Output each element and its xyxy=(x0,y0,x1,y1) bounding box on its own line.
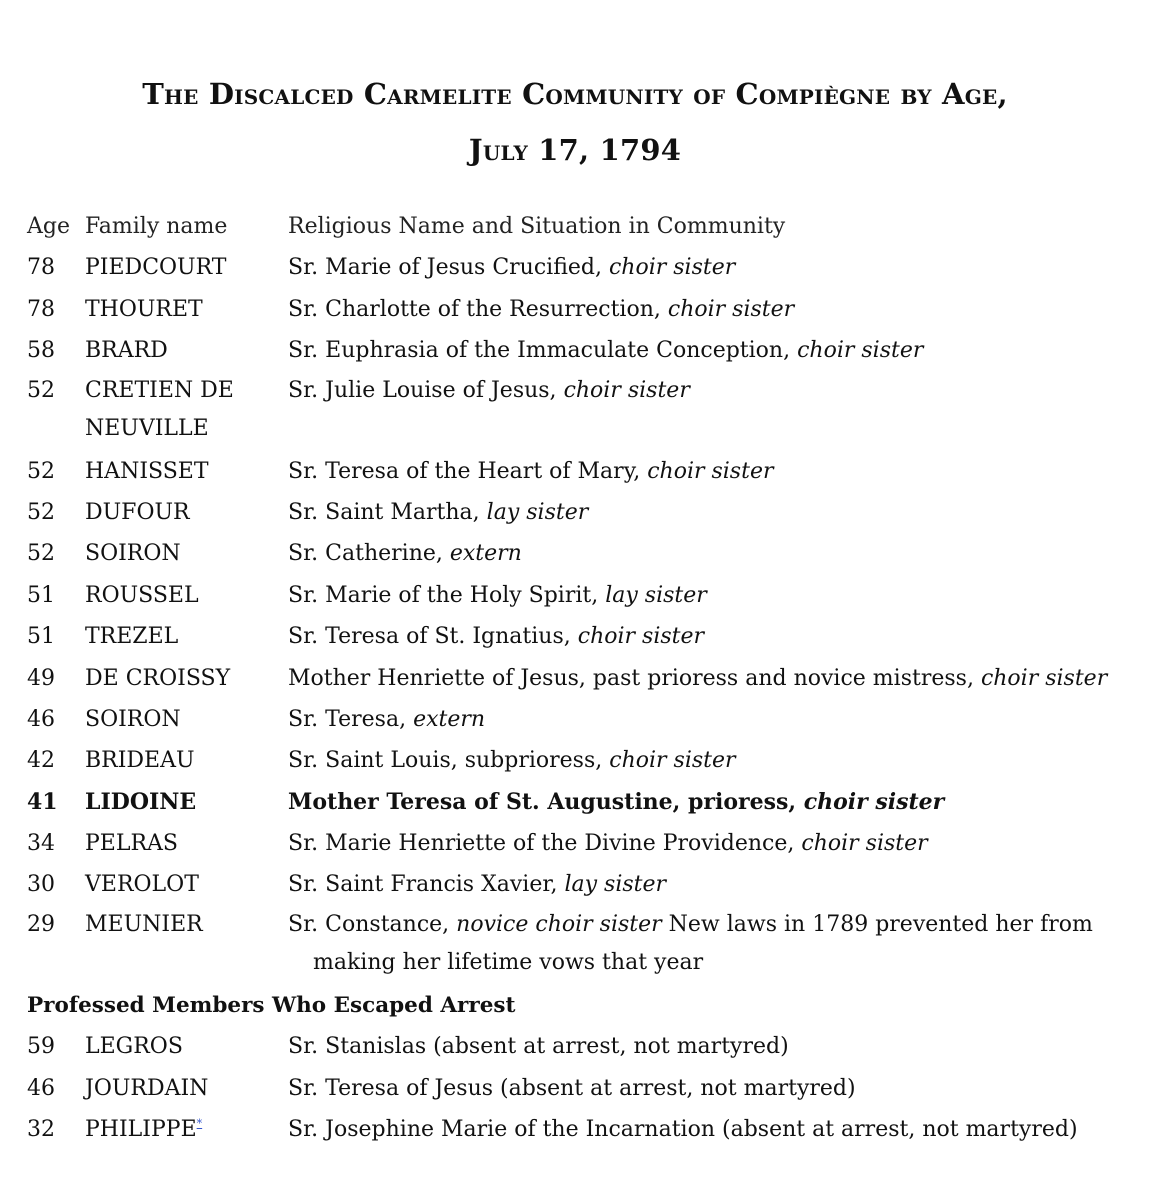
age-cell: 78 xyxy=(27,255,55,281)
religious-name: Sr. Marie Henriette of the Divine Providence, xyxy=(288,831,795,857)
table-row xyxy=(27,289,1137,330)
escaped-section-heading: Professed Members Who Escaped Arrest xyxy=(27,992,516,1018)
religious-name: Sr. Charlotte of the Resurrection, xyxy=(288,296,661,322)
age-cell: 42 xyxy=(27,748,55,774)
family-name: PHILIPPE xyxy=(85,1117,197,1143)
family-name-cell: PELRAS xyxy=(85,831,178,857)
community-role: lay sister xyxy=(486,499,589,525)
table-row xyxy=(27,1026,1137,1067)
table-row-prioress xyxy=(27,782,1137,823)
community-role: novice choir sister xyxy=(456,911,662,937)
age-cell: 49 xyxy=(27,665,55,691)
age-cell: 51 xyxy=(27,582,55,608)
table-row xyxy=(27,533,1137,574)
age-cell: 52 xyxy=(27,499,55,525)
religious-name-cell xyxy=(288,247,1148,288)
age-cell: 32 xyxy=(27,1117,55,1143)
religious-name: Sr. Catherine, xyxy=(288,541,443,567)
table-row xyxy=(27,658,1137,699)
family-name-line-1: CRETIEN DE xyxy=(85,377,234,403)
religious-name: Sr. Saint Louis, subprioress, xyxy=(288,748,603,774)
religious-name: Sr. Saint Francis Xavier, xyxy=(288,872,558,898)
table-row xyxy=(27,1109,1137,1150)
family-name-cell: DUFOUR xyxy=(85,499,190,525)
age-cell: 58 xyxy=(27,338,55,364)
family-name-cell: THOURET xyxy=(85,296,203,322)
religious-name-cell xyxy=(288,616,1148,657)
age-cell: 46 xyxy=(27,706,55,732)
religious-name-cell xyxy=(288,658,1148,699)
table-header-row xyxy=(27,206,1137,247)
title-line-1: The Discalced Carmelite Community of Compiègne by Age, xyxy=(142,77,1008,111)
table-row xyxy=(27,864,1137,905)
religious-name: Sr. Teresa of St. Ignatius, xyxy=(288,624,571,650)
religious-name-cell xyxy=(288,575,1148,616)
community-role: choir sister xyxy=(980,665,1108,691)
header-age: Age xyxy=(27,214,70,239)
table-row xyxy=(27,372,1137,451)
religious-name: Sr. Teresa, xyxy=(288,706,407,732)
religious-name-cell: Sr. Stanislas (absent at arrest, not martyred) xyxy=(288,1034,789,1060)
family-name-cell: JOURDAIN xyxy=(85,1075,209,1101)
community-role: extern xyxy=(449,541,522,567)
family-name-cell: TREZEL xyxy=(85,624,179,650)
footnote-link[interactable]: * xyxy=(196,1117,203,1131)
religious-name-cell xyxy=(288,740,1148,781)
header-religious-name: Religious Name and Situation in Community xyxy=(288,214,786,239)
religious-name-cell xyxy=(288,451,1148,492)
family-name-cell: LIDOINE xyxy=(85,788,197,815)
table-row xyxy=(27,699,1137,740)
note-line-2: making her lifetime vows that year xyxy=(313,949,704,975)
community-role: choir sister xyxy=(608,255,736,281)
religious-name-cell: Sr. Josephine Marie of the Incarnation (absent at arrest, not martyred) xyxy=(288,1117,1078,1143)
family-name-cell: VEROLOT xyxy=(85,872,199,898)
family-name-cell: PIEDCOURT xyxy=(85,255,227,281)
family-name-cell: MEUNIER xyxy=(85,911,203,937)
religious-name: Mother Henriette of Jesus, past prioress and novice mistress, xyxy=(288,665,974,691)
age-cell: 52 xyxy=(27,541,55,567)
family-name-cell xyxy=(85,1109,275,1150)
table-row xyxy=(27,1068,1137,1109)
table-row xyxy=(27,616,1137,657)
age-cell: 41 xyxy=(27,788,58,815)
community-role: lay sister xyxy=(564,872,667,898)
community-role: choir sister xyxy=(563,377,690,403)
religious-name-cell xyxy=(288,699,1148,740)
table-row xyxy=(27,906,1137,985)
community-role: choir sister xyxy=(647,458,774,484)
community-role: choir sister xyxy=(667,296,795,322)
note-line-1: New laws in 1789 prevented her from xyxy=(668,911,1093,937)
religious-name: Sr. Julie Louise of Jesus, xyxy=(288,377,557,403)
table-row xyxy=(27,740,1137,781)
religious-name-cell xyxy=(288,372,1148,410)
family-name-cell: ROUSSEL xyxy=(85,582,199,608)
religious-name-cell xyxy=(288,823,1148,864)
age-cell: 46 xyxy=(27,1075,55,1101)
religious-name: Mother Teresa of St. Augustine, prioress, xyxy=(288,788,797,815)
religious-name-cell xyxy=(288,533,1148,574)
religious-name: Sr. Euphrasia of the Immaculate Conception, xyxy=(288,338,791,364)
community-role: choir sister xyxy=(609,748,736,774)
age-cell: 29 xyxy=(27,911,55,937)
community-table xyxy=(27,206,1137,1150)
religious-name-cell: Sr. Teresa of Jesus (absent at arrest, not martyred) xyxy=(288,1075,856,1101)
page-title xyxy=(0,66,1150,178)
title-line-2: July 17, 1794 xyxy=(468,133,682,167)
religious-name: Sr. Constance, xyxy=(288,911,450,937)
religious-name-cell xyxy=(288,906,1148,982)
religious-name: Sr. Marie of the Holy Spirit, xyxy=(288,582,599,608)
religious-name-cell xyxy=(288,782,1148,823)
header-family-name: Family name xyxy=(85,214,228,239)
table-row xyxy=(27,330,1137,371)
community-role: choir sister xyxy=(577,624,705,650)
community-role: choir sister xyxy=(801,831,928,857)
religious-name-cell xyxy=(288,330,1148,371)
age-cell: 52 xyxy=(27,458,55,484)
table-row xyxy=(27,823,1137,864)
community-role: choir sister xyxy=(797,338,924,364)
table-row xyxy=(27,451,1137,492)
family-name-cell: LEGROS xyxy=(85,1034,183,1060)
religious-name-cell xyxy=(288,492,1148,533)
family-name-line-2: NEUVILLE xyxy=(85,415,209,441)
religious-name-cell xyxy=(288,864,1148,905)
age-cell: 59 xyxy=(27,1034,55,1060)
age-cell: 51 xyxy=(27,624,55,650)
religious-name: Sr. Saint Martha, xyxy=(288,499,480,525)
family-name-cell xyxy=(85,372,275,448)
age-cell: 34 xyxy=(27,831,55,857)
community-role: choir sister xyxy=(803,788,945,815)
family-name-cell: BRIDEAU xyxy=(85,748,195,774)
religious-name: Sr. Teresa of the Heart of Mary, xyxy=(288,458,641,484)
community-role: extern xyxy=(413,706,486,732)
table-row xyxy=(27,575,1137,616)
religious-name: Sr. Marie of Jesus Crucified, xyxy=(288,255,602,281)
age-cell: 78 xyxy=(27,296,55,322)
family-name-cell: SOIRON xyxy=(85,706,181,732)
table-row xyxy=(27,492,1137,533)
table-row xyxy=(27,247,1137,288)
family-name-cell: SOIRON xyxy=(85,541,181,567)
age-cell: 52 xyxy=(27,377,55,403)
community-role: lay sister xyxy=(605,582,707,608)
family-name-cell: HANISSET xyxy=(85,458,209,484)
age-cell: 30 xyxy=(27,872,55,898)
religious-name-cell xyxy=(288,289,1148,330)
family-name-cell: DE CROISSY xyxy=(85,665,231,691)
family-name-cell: BRARD xyxy=(85,338,168,364)
